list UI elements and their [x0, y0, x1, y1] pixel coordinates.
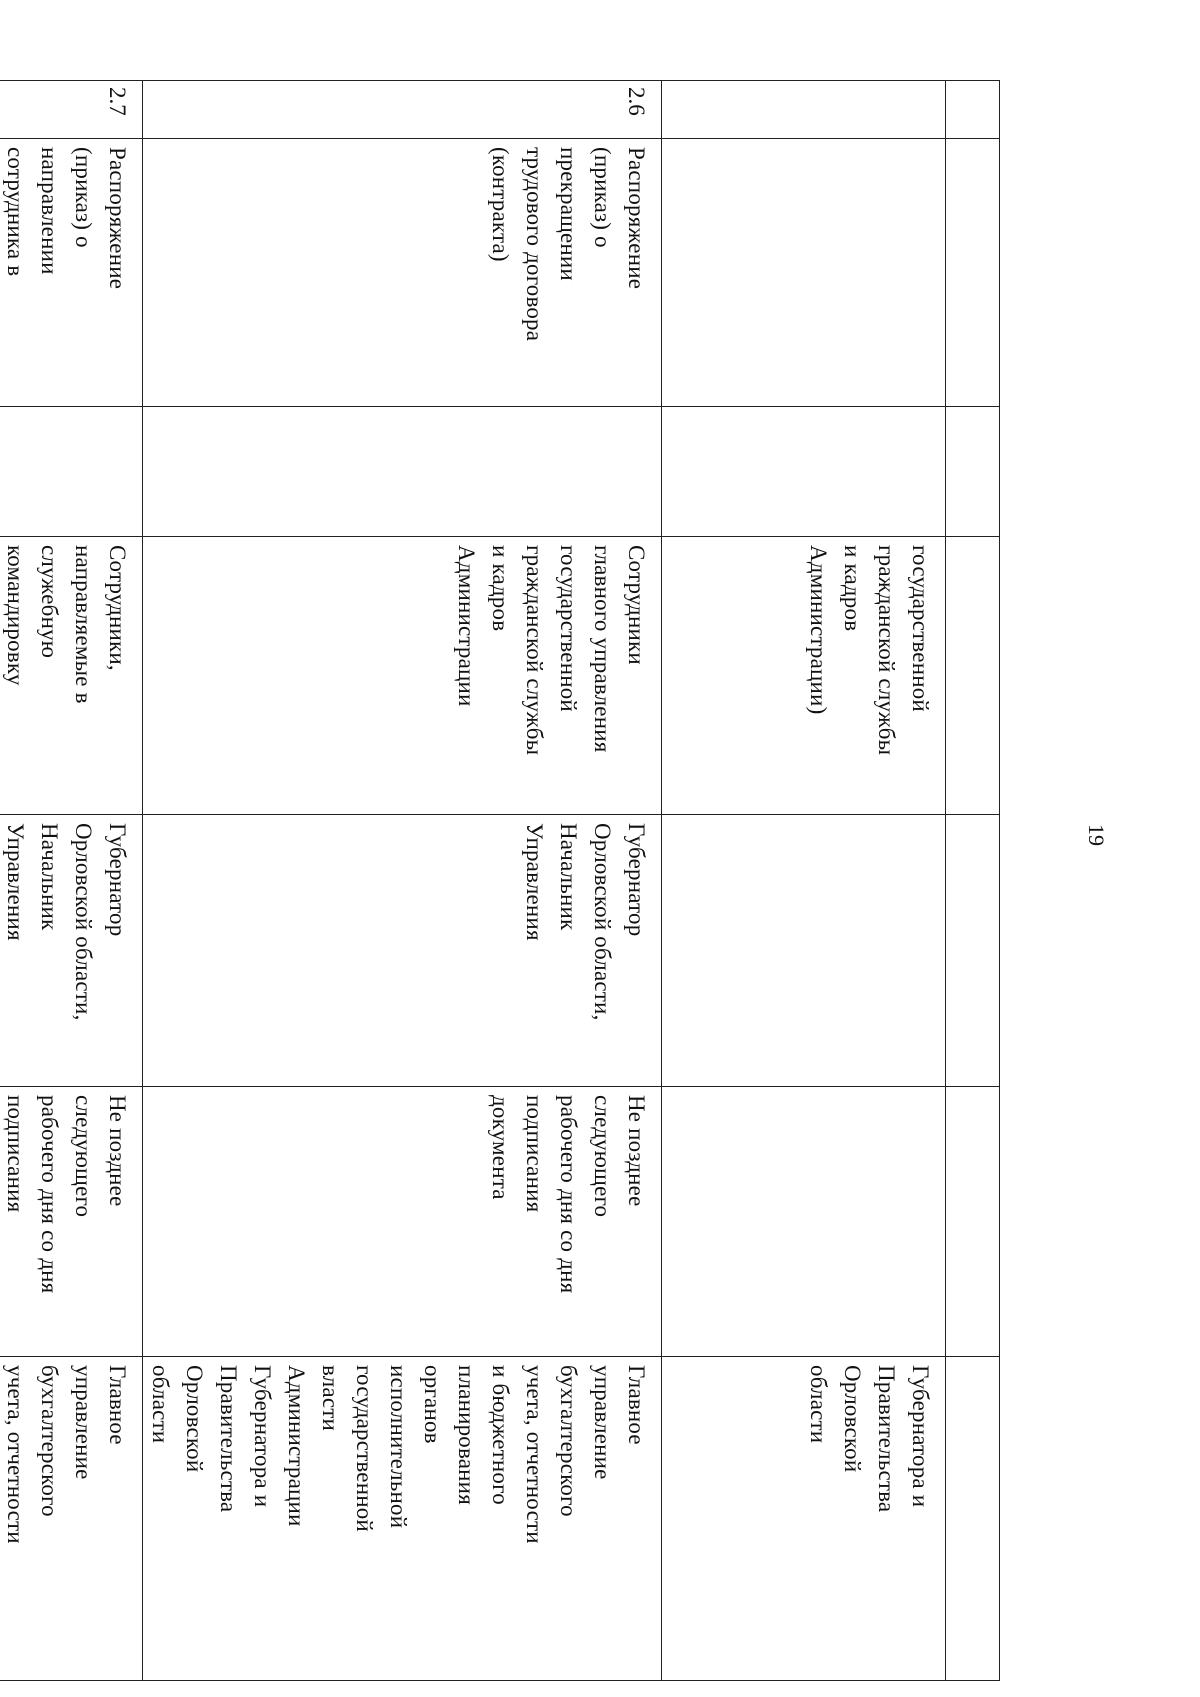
empty-cell	[946, 407, 1000, 537]
row-number-cell	[0, 81, 143, 139]
row-number	[991, 81, 999, 138]
rotated-page-content	[3, 80, 1000, 1680]
recipients: Сотрудники главного управления государственной гражданской службы и кадров Администрации	[454, 545, 649, 756]
signatory-cell	[143, 815, 662, 1087]
table-row	[662, 81, 946, 1681]
signatory: Губернатор Орловской области, Начальник Управления	[3, 823, 130, 1021]
row-number	[937, 81, 945, 138]
recipients: Сотрудники, направляемые в служебную командировку	[3, 545, 130, 704]
signatory-cell	[946, 815, 1000, 1087]
table-row	[0, 81, 143, 1681]
table-row	[143, 81, 662, 1681]
executor-cell	[143, 1357, 662, 1681]
document-cell	[662, 139, 946, 407]
recipients-cell	[946, 537, 1000, 815]
deadline: Не позднее следующего рабочего дня со дня подписания	[3, 1095, 130, 1294]
recipients	[991, 537, 999, 814]
document-name	[991, 139, 999, 406]
document-name: Распоряжение (приказ) о прекращении трудового договора (контракта)	[488, 147, 649, 342]
signatory: Губернатор Орловской области, Начальник Управления	[522, 823, 649, 1021]
row-number-cell	[946, 81, 1000, 139]
deadline	[991, 1087, 999, 1356]
executor	[991, 1357, 999, 1680]
document-cell	[946, 139, 1000, 407]
table-row	[946, 81, 1000, 1681]
recipients-cell	[662, 537, 946, 815]
signatory-cell	[662, 815, 946, 1087]
document-name	[937, 139, 945, 406]
executor-cell	[946, 1357, 1000, 1681]
document-cell	[143, 139, 662, 407]
page-number: 19	[1084, 824, 1109, 846]
empty-cell	[662, 407, 946, 537]
column-3-value	[653, 407, 661, 536]
column-3-value	[134, 407, 142, 536]
executor-cell	[662, 1357, 946, 1681]
deadline-cell	[0, 1087, 143, 1357]
deadline-cell	[143, 1087, 662, 1357]
row-number: 2.6	[624, 87, 649, 116]
document-name: Распоряжение (приказ) о направлении сотрудника в	[3, 147, 130, 290]
deadline-cell	[946, 1087, 1000, 1357]
row-number-cell	[662, 81, 946, 139]
document-table	[0, 80, 1000, 1681]
column-3-value	[991, 407, 999, 536]
empty-cell	[143, 407, 662, 537]
executor: Главное управление бухгалтерского учета, отчетности и бюджетного планирования органов исполнительной государственной власти Администрации Губернатора и Правительства Орловской области	[148, 1365, 649, 1544]
document-cell	[0, 139, 143, 407]
executor: Главное управление бухгалтерского учета, отчетности	[3, 1365, 130, 1544]
row-number-cell	[143, 81, 662, 139]
column-3-value	[937, 407, 945, 536]
deadline	[937, 1087, 945, 1356]
recipients-cell	[143, 537, 662, 815]
signatory	[991, 815, 999, 1086]
recipients: государственной гражданской службы и кадров Администрации)	[806, 545, 933, 756]
executor-cell	[0, 1357, 143, 1681]
recipients-cell	[0, 537, 143, 815]
row-number: 2.7	[105, 87, 130, 116]
executor: Губернатора и Правительства Орловской области	[806, 1365, 933, 1513]
empty-cell	[0, 407, 143, 537]
deadline-cell	[662, 1087, 946, 1357]
signatory	[937, 815, 945, 1086]
deadline: Не позднее следующего рабочего дня со дня подписания документа	[488, 1095, 649, 1294]
signatory-cell	[0, 815, 143, 1087]
